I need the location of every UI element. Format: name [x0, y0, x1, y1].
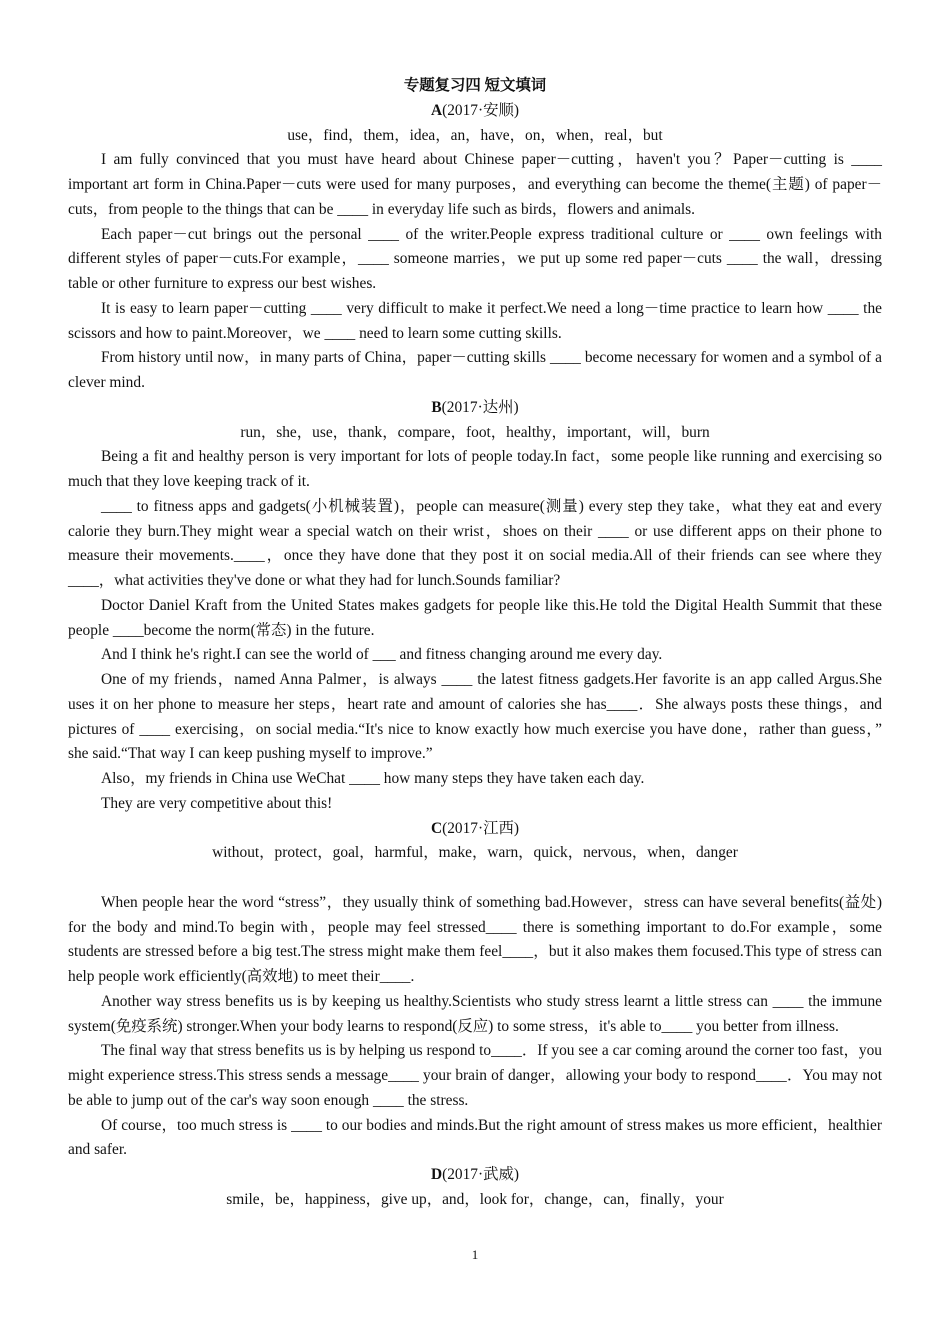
section-source: (2017·江西) — [442, 819, 520, 837]
blank-line — [68, 866, 882, 891]
section-heading — [68, 1163, 882, 1188]
passage-paragraph: I am fully convinced that you must have heard about Chinese paper－cutting，haven't you？Paper－cutting is ____ important art form in China.Paper－cuts were used for many purposes，and everything can become the theme(主题) of paper－cuts，from people to the things that can be ____ in everyday life such as birds，flowers and animals. — [68, 151, 882, 218]
passage-paragraph: They are very competitive about this! — [101, 794, 333, 812]
section-source: (2017·武威) — [442, 1166, 520, 1183]
section-c — [68, 817, 882, 1164]
section-b — [68, 396, 882, 817]
document-body — [68, 74, 882, 1213]
section-letter: C — [430, 819, 443, 837]
word-bank: use，find，them，idea，an，have，on，when，real，but — [287, 126, 663, 144]
word-bank: without，protect，goal，harmful，make，warn，quick，nervous，when，danger — [212, 844, 738, 862]
passage-paragraph: Another way stress benefits us is by keeping us healthy.Scientists who study stress learnt a little stress can ____ the immune system(免疫系统) stronger.When your body learns to respond(反应) to some stress，it's able to____ you better from illness. — [68, 992, 882, 1035]
passage-paragraph: And I think he's right.I can see the world of ___ and fitness changing around me every day. — [101, 646, 663, 664]
passage-paragraph: From history until now，in many parts of China，paper－cutting skills ____ become necessary for women and a symbol of a clever mind. — [68, 349, 882, 391]
passage-paragraph: Doctor Daniel Kraft from the United States makes gadgets for people like this.He told the Digital Health Summit that these people ____become the norm(常态) in the future. — [68, 596, 882, 639]
section-a — [68, 99, 882, 396]
page-number: 1 — [471, 1247, 479, 1262]
passage-paragraph: One of my friends，named Anna Palmer，is always ____ the latest fitness gadgets.Her favorite is an app called Argus.She uses it on her phone to measure her steps，heart rate and amount of calories she has____．She always posts these things，and pictures of ____ exercising，on social media.“It's nice to know exactly how much exercise you have done，rather than guess，” she said.“That way I can keep pushing myself to improve.” — [68, 671, 882, 763]
passage-paragraph: ____ to fitness apps and gadgets(小机械装置)，people can measure(测量) every step they take，what they eat and every calorie they burn.They might wear a special watch on their wrist，shoes on their ____ or use different apps on their phone to measure their movements.____，once they have done that they post it on social media.All of their friends can see where they ____，what activities they've done or what they had for lunch.Sounds familiar? — [68, 497, 882, 589]
section-letter: A — [430, 101, 443, 119]
section-d — [68, 1163, 882, 1213]
passage-paragraph: Being a fit and healthy person is very important for lots of people today.In fact，some people like running and exercising so much that they love keeping track of it. — [68, 448, 882, 490]
section-letter: B — [431, 398, 442, 416]
section-letter: D — [430, 1166, 443, 1183]
section-source: (2017·达州) — [441, 398, 519, 416]
passage-paragraph: Each paper－cut brings out the personal ____ of the writer.People express traditional culture or ____ own feelings with different styles of paper－cuts.For example，____ someone marries，we put up some red paper－cuts ____ the wall，dressing table or other furniture to express our best wishes. — [68, 225, 882, 292]
passage-paragraph: It is easy to learn paper－cutting ____ very difficult to make it perfect.We need a long－time practice to learn how ____ the scissors and how to paint.Moreover，we ____ need to learn some cutting skills. — [68, 299, 882, 342]
section-heading — [68, 99, 882, 124]
passage-paragraph: The final way that stress benefits us is by helping us respond to____．If you see a car coming around the corner too fast，you might experience stress.This stress sends a message____ your brain of danger，allowing your body to respond____．You may not be able to jump out of the car's way soon enough ____ the stress. — [68, 1042, 882, 1109]
page-title: 专题复习四 短文填词 — [403, 77, 547, 94]
section-heading — [68, 817, 882, 842]
passage-paragraph: Also，my friends in China use WeChat ____ how many steps they have taken each day. — [101, 770, 645, 787]
section-heading — [68, 396, 882, 421]
word-bank: run，she，use，thank，compare，foot，healthy，important，will，burn — [240, 423, 710, 441]
passage-paragraph: Of course，too much stress is ____ to our bodies and minds.But the right amount of stress makes us more efficient，healthier and safer. — [68, 1116, 882, 1159]
word-bank: smile，be，happiness，give up，and，look for，change，can，finally，your — [226, 1190, 724, 1208]
section-source: (2017·安顺) — [442, 101, 520, 119]
passage-paragraph: When people hear the word “stress”，they usually think of something bad.However，stress can have several benefits(益处) for the body and mind.To begin with，people may feel stressed____ there is something important to do.For example，some students are stressed before a big test.The stress might make them feel____，but it also makes them focused.This type of stress can help people work efficiently(高效地) to meet their____. — [68, 893, 882, 985]
